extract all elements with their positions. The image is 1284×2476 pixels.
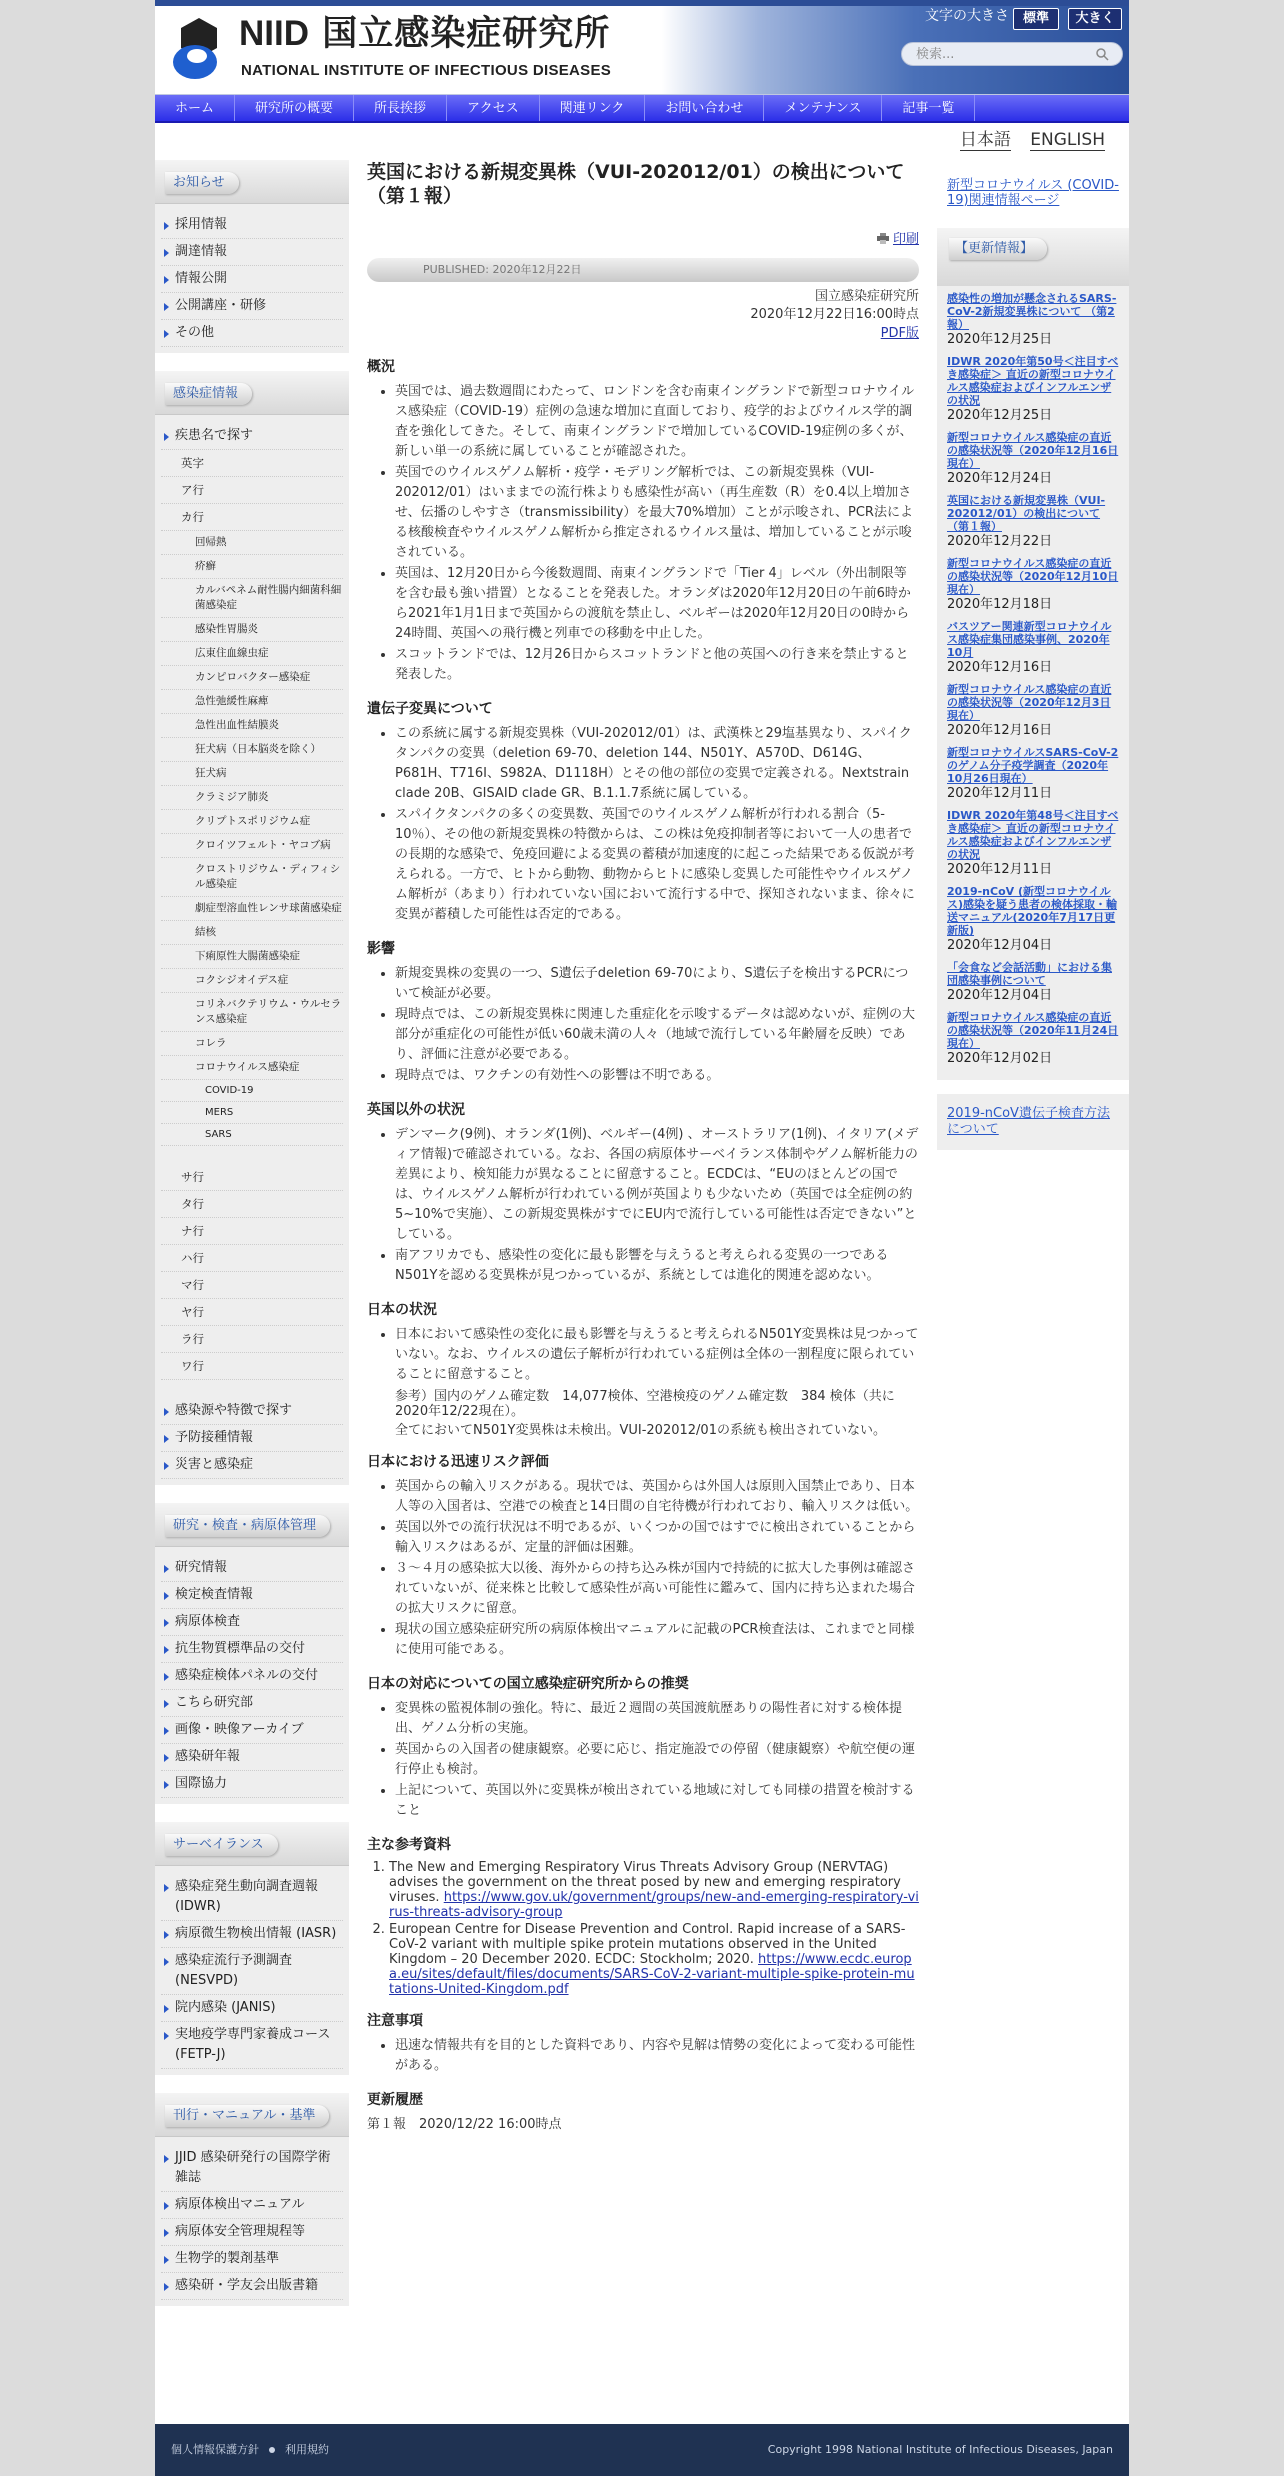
section-bullet: • 新規変異株の変異の一つ、S遺伝子deletion 69-70により、S遺伝子を検出するPCRについて検証が必要。 [395,964,919,1004]
references-list [367,1860,919,1997]
font-standard-button[interactable]: 標準 [1013,8,1059,30]
sidebar-item[interactable]: 検定検査情報 [161,1582,343,1609]
publication-title: 刊行・マニュアル・基準 [165,2105,329,2127]
section-bullet: • スパイクタンパクの多くの変異数、英国でのウイルスゲノム解析が行われる割合（5-10％）、その他の新規変異株の特徴からは、この株は免疫抑制者等において一人の患者での長期的な感染で、免疫回避による変異の蓄積が加速度的に起こった結果である仮説が考えられる。一方で、ヒトから動物、動物からヒトに感染し変異した可能性やウイルスゲノム解析が（あまり）行われていない国において流行する中で、探知されないまま、徐々に変異が蓄積した可能性は否定的である。 [395,805,919,925]
updates-box [937,228,1129,1080]
publication-box [155,2093,349,2306]
sidebar-item[interactable]: 生物学的製剤基準 [161,2246,343,2273]
references-heading: 主な参考資料 [367,1837,451,1853]
spacer [161,1380,343,1398]
section-bullet: • 上記について、英国以外に変異株が検出されている地域に対しても同様の措置を検討すること [395,1781,919,1821]
spacer [161,1146,343,1164]
search-icon[interactable] [1095,47,1109,61]
disease-item[interactable]: コリネバクテリウム・ウルセランス感染症 [161,993,343,1032]
research-box [155,1503,349,1804]
disease-item[interactable]: カンピロバクター感染症 [161,666,343,690]
update-date: 2020年12月18日 [947,597,1053,612]
disease-item[interactable]: コクシジオイデス症 [161,969,343,993]
page [155,0,1129,2476]
notice-box [155,160,349,353]
sidebar-item[interactable]: 院内感染 (JANIS) [161,1995,343,2022]
update-link[interactable]: 新型コロナウイルス感染症の直近の感染状況等（2020年12月10日現在） [947,557,1119,596]
update-item [937,551,1129,614]
search-input[interactable]: 検索... [901,42,1123,66]
sidebar-item[interactable]: 情報公開 [161,266,343,293]
update-date: 2020年12月16日 [947,723,1053,738]
update-date: 2020年12月04日 [947,988,1053,1003]
sidebar-sub-item[interactable]: ア行 [161,477,343,504]
section-list [367,724,919,925]
update-link[interactable]: 新型コロナウイルスSARS-CoV-2のゲノム分子疫学調査（2020年10月26日現在） [947,746,1119,785]
disease-item[interactable]: 回帰熱 [161,531,343,555]
update-link[interactable]: 新型コロナウイルス感染症の直近の感染状況等（2020年12月16日現在） [947,431,1119,470]
terms-link[interactable]: 利用規約 [285,2443,329,2456]
section-bullet: • 英国からの輸入リスクがある。現状では、英国からは外国人は原則入国禁止であり、日本人等の入国者は、空港での検査と14日間の自宅待機が行われており、輸入リスクは低い。 [395,1477,919,1517]
disease-item[interactable]: 急性出血性結膜炎 [161,714,343,738]
sidebar-item[interactable]: 感染症発生動向調査週報 (IDWR) [161,1874,343,1921]
section-bullet: • 英国以外での流行状況は不明であるが、いくつかの国ではすでに検出されていることから輸入リスクはあるが、定量的評価は困難。 [395,1518,919,1558]
gene-test-link[interactable]: 2019-nCoV遺伝子検査方法について [937,1094,1129,1150]
sidebar-item[interactable]: 採用情報 [161,212,343,239]
sidebar-item[interactable]: 病原体検査 [161,1609,343,1636]
sidebar-item[interactable]: 病原体安全管理規程等 [161,2219,343,2246]
section-bullet: • 変異株の監視体制の強化。特に、最近２週間の英国渡航歴ありの陽性者に対する検体提出、ゲノム分析の実施。 [395,1699,919,1739]
infection-title: 感染症情報 [165,383,252,405]
sidebar-sub-item[interactable]: ワ行 [161,1353,343,1380]
sidebar-item[interactable]: JJID 感染研発行の国際学術雑誌 [161,2145,343,2192]
history-text: 第１報 2020/12/22 16:00時点 [367,2117,562,2132]
updates-list [937,286,1129,1068]
update-date: 2020年12月22日 [947,534,1053,549]
nav-home[interactable]: ホーム [155,95,235,121]
sidebar-sub-item[interactable]: ヤ行 [161,1299,343,1326]
disease-item[interactable]: 結核 [161,921,343,945]
sidebar-item[interactable]: 研究情報 [161,1555,343,1582]
disease-item[interactable]: クリプトスポリジウム症 [161,810,343,834]
update-link[interactable]: 感染性の増加が懸念されるSARS-CoV-2新規変異株について （第2報） [947,292,1117,331]
sidebar-item[interactable]: こちら研究部 [161,1690,343,1717]
update-link[interactable]: 英国における新規変異株（VUI-202012/01）の検出について （第１報） [947,494,1106,533]
privacy-link[interactable]: 個人情報保護方針 [171,2443,259,2456]
sidebar-sub-item[interactable]: 英字 [161,450,343,477]
section-note: 全てにおいてN501Y変異株は未検出。VUI-202012/01の系統も検出されていない。 [395,1423,886,1438]
update-date: 2020年12月11日 [947,862,1053,877]
lang-en-link[interactable]: ENGLISH [1030,130,1105,150]
sidebar-item[interactable]: 感染研・学友会出版書籍 [161,2273,343,2300]
sidebar-item[interactable]: 抗生物質標準品の交付 [161,1636,343,1663]
updates-title: 【更新情報】 [949,238,1047,260]
section-heading: 英国以外の状況 [367,1102,465,1118]
disease-item[interactable]: 急性弛緩性麻痺 [161,690,343,714]
history-heading: 更新履歴 [367,2092,423,2108]
nav-articles[interactable]: 記事一覧 [882,95,975,121]
logo-jp: NIID 国立感染症研究所 [239,14,611,54]
section-list [367,964,919,1086]
section-bullet: • この系統に属する新規変異株（VUI-202012/01）は、武漢株と29塩基異なり、スパイクタンパクの変異（deletion 69-70、deletion 144、N501Y、A570D、D614G、P681H、T716I、S982A、D1118H）とその他の部位の変異で定義される。Nextstrain clade 20B、GISAID clade GR、B.1.1.7系統に属している。 [395,724,919,804]
sidebar-item[interactable]: 災害と感染症 [161,1452,343,1479]
update-item [937,879,1129,955]
update-item [937,677,1129,740]
right-sidebar [937,160,1129,1150]
section-heading: 日本における迅速リスク評価 [367,1454,549,1470]
update-date: 2020年12月25日 [947,408,1053,423]
section-list [367,1699,919,1821]
update-item [937,425,1129,488]
section-list [367,1125,919,1286]
infection-box [155,371,349,1485]
separator-dot-icon [269,2447,275,2453]
sidebar-sub-item[interactable]: カ行 [161,504,343,531]
published-bar: PUBLISHED: 2020年12月22日 [367,258,919,282]
sidebar-item[interactable]: 感染症検体パネルの交付 [161,1663,343,1690]
disease-item[interactable]: 劇症型溶血性レンサ球菌感染症 [161,897,343,921]
surveillance-box [155,1822,349,2075]
printer-icon [877,233,889,244]
sidebar-item[interactable]: 病原体検出マニュアル [161,2192,343,2219]
language-switch [946,128,1105,154]
corona-item[interactable]: COVID-19 [161,1080,343,1102]
disease-item[interactable]: 疥癬 [161,555,343,579]
section-list [367,1325,919,1385]
section-list [367,382,919,685]
sidebar-item[interactable]: 国際協力 [161,1771,343,1798]
sidebar-item[interactable]: 画像・映像アーカイブ [161,1717,343,1744]
sidebar-item[interactable]: 病原微生物検出情報 (IASR) [161,1921,343,1948]
disease-item[interactable]: 狂犬病 [161,762,343,786]
sidebar-sub-item[interactable]: ナ行 [161,1218,343,1245]
sidebar-item[interactable]: その他 [161,320,343,347]
corona-item[interactable]: MERS [161,1102,343,1124]
update-item [937,614,1129,677]
timestamp: 2020年12月22日16:00時点 [750,306,919,322]
reference-item: 1. The New and Emerging Respiratory Virus Threats Advisory Group (NERVTAG) advises the government on the threat posed by new and emerging respiratory viruses. https://www.gov.uk/government/groups/new-and-emerging-respiratory-virus-threats-advisory-group [389,1860,919,1920]
update-item [937,1005,1129,1068]
article [367,160,919,2135]
page-title: 英国における新規変異株（VUI-202012/01）の検出について （第１報） [367,161,905,207]
sidebar-item[interactable]: 公開講座・研修 [161,293,343,320]
main-nav [155,95,1129,123]
sidebar-item-disease-search[interactable]: 疾患名で探す [161,423,343,450]
update-link[interactable]: 2019-nCoV (新型コロナウイルス)感染を疑う患者の検体採取・輸送マニュアル(2020年7月17日更新版) [947,885,1118,937]
header [155,0,1129,95]
article-body [367,357,919,1821]
update-item [937,955,1129,1005]
nav-maintenance[interactable]: メンテナンス [764,95,882,121]
section-bullet: • 日本において感染性の変化に最も影響を与えうると考えられるN501Y変異株は見つかっていない。なお、ウイルスの遺伝子解析が行われている症例は全体の一割程度に限られていることに留意すること。 [395,1325,919,1385]
section-list [367,1477,919,1660]
section-bullet: • 英国は、12月20日から今後数週間、南東イングランドで「Tier 4」レベル（外出制限等を含む最も強い措置）となることを発表した。オランダは2020年12月20日の午前6時から2021年1月1日まで英国からの渡航を禁止し、ベルギーは2020年12月20日の0時から24時間、英国への飛行機と列車での移動を中止した。 [395,564,919,644]
sidebar-sub-item[interactable]: ラ行 [161,1326,343,1353]
update-link[interactable]: 新型コロナウイルス感染症の直近の感染状況等（2020年11月24日現在） [947,1011,1119,1050]
sidebar-item[interactable]: 感染研年報 [161,1744,343,1771]
update-link[interactable]: 新型コロナウイルス感染症の直近の感染状況等（2020年12月3日現在） [947,683,1112,722]
research-title: 研究・検査・病原体管理 [165,1515,330,1537]
disease-item[interactable]: 感染性胃腸炎 [161,618,343,642]
reference-item: 2. European Centre for Disease Prevention and Control. Rapid increase of a SARS-CoV-2 variant with multiple spike protein mutations observed in the United Kingdom – 20 December 2020. ECDC: Stockholm; 2020. https://www.ecdc.europa.eu/sites/default/files/documents/SARS-CoV-2-variant-multiple-spike-protein-mutations-United-Kingdom.pdf [389,1922,919,1997]
disease-item[interactable]: 下痢原性大腸菌感染症 [161,945,343,969]
update-item [937,488,1129,551]
sidebar-item[interactable]: 実地疫学専門家養成コース (FETP-J) [161,2022,343,2069]
section-heading: 日本の対応についての国立感染症研究所からの推奨 [367,1676,689,1692]
update-item [937,349,1129,425]
nav-greeting[interactable]: 所長挨拶 [354,95,447,121]
left-sidebar [155,160,349,2324]
sidebar-item[interactable]: 予防接種情報 [161,1425,343,1452]
section-bullet: • ３～４月の感染拡大以後、海外からの持ち込み株が国内で持続的に拡大した事例は確認されていないが、従来株と比較して感染性が高い可能性に鑑みて、国内に持ち込まれた場合の拡大リスクに留意。 [395,1559,919,1619]
section-bullet: • 現状の国立感染症研究所の病原体検出マニュアルに記載のPCR検査法は、これまでと同様に使用可能である。 [395,1620,919,1660]
update-date: 2020年12月04日 [947,938,1053,953]
print-link[interactable] [367,230,919,250]
copyright: Copyright 1998 National Institute of Infectious Diseases, Japan [767,2443,1113,2456]
sidebar-sub-item[interactable]: サ行 [161,1164,343,1191]
update-date: 2020年12月25日 [947,332,1053,347]
update-item [937,286,1129,349]
sidebar-item[interactable]: 感染源や特徴で探す [161,1398,343,1425]
disease-item[interactable]: コロナウイルス感染症 [161,1056,343,1080]
update-item [937,803,1129,879]
section-bullet: • デンマーク(9例)、オランダ(1例)、ベルギー(4例) 、オーストラリア(1例)、イタリア(メディア情報)で確認されている。なお、各国の病原体サーベイランス体制やゲノム解析能力の差異により、検知能力が異なることに留意すること。ECDCは、“EUのほとんどの国では、ウイルスゲノム解析が行われている例が英国よりも少ないため（英国では全症例の約5~10%で実施）、この新規変異株がすでにEU内で流行している可能性は否定できない”としている。 [395,1125,919,1245]
section-bullet: • 現時点では、ワクチンの有効性への影響は不明である。 [395,1066,919,1086]
disease-item[interactable]: 広東住血線虫症 [161,642,343,666]
footer [155,2424,1129,2476]
section-heading: 日本の状況 [367,1302,437,1318]
sidebar-item[interactable]: 調達情報 [161,239,343,266]
font-large-button[interactable]: 大きく [1068,8,1122,30]
update-date: 2020年12月16日 [947,660,1053,675]
section-bullet: • 南アフリカでも、感染性の変化に最も影響を与えうると考えられる変異の一つであるN501Yを認める変異株が見つかっているが、系統としては進化的関連を認めない。 [395,1246,919,1286]
corona-item[interactable]: SARS [161,1124,343,1146]
section-bullet: • スコットランドでは、12月26日からスコットランドと他の英国への行き来を禁止すると発表した。 [395,645,919,685]
surveillance-title: サーベイランス [165,1834,278,1856]
caution-heading: 注意事項 [367,2013,423,2029]
reference-link[interactable]: https://www.ecdc.europa.eu/sites/default/files/documents/SARS-CoV-2-variant-multiple-spike-protein-mutations-United-Kingdom.pdf [389,1952,915,1997]
section-bullet: • 現時点では、この新規変異株に関連した重症化を示唆するデータは認めないが、症例の大部分が重症化の可能性が低い60歳未満の人々（地域で流行している年齢層を反映）であり、評価に注意が必要である。 [395,1005,919,1065]
pdf-link[interactable]: PDF版 [880,325,919,341]
section-heading: 影響 [367,941,395,957]
update-link[interactable]: 「会食など会話活動」における集団感染事例について [947,961,1112,987]
sidebar-sub-item[interactable]: ハ行 [161,1245,343,1272]
section-heading: 遺伝子変異について [367,701,493,717]
disease-item[interactable]: クロイツフェルト・ヤコブ病 [161,834,343,858]
logo-en: NATIONAL INSTITUTE OF INFECTIOUS DISEASES [241,62,612,79]
caution-item: • 迅速な情報共有を目的とした資料であり、内容や見解は情勢の変化によって変わる可能性がある。 [395,2036,919,2076]
nav-about[interactable]: 研究所の概要 [235,95,354,121]
disease-item[interactable]: 狂犬病（日本脳炎を除く） [161,738,343,762]
notice-title: お知らせ [165,172,239,194]
update-item [937,740,1129,803]
update-link[interactable]: IDWR 2020年第50号＜注目すべき感染症＞ 直近の新型コロナウイルス感染症およびインフルエンザの状況 [947,355,1119,407]
section-note: 参考）国内のゲノム確定数 14,077検体、空港検疫のゲノム確定数 384 検体（共に2020年12/22現在）。 [395,1389,895,1419]
covid-info-link[interactable]: 新型コロナウイルス (COVID-19)関連情報ページ [937,160,1129,222]
section-bullet: • 英国でのウイルスゲノム解析・疫学・モデリング解析では、この新規変異株（VUI-202012/01）はいままでの流行株よりも感染性が高い（再生産数（R）を0.4以上増加させ、伝播のしやすさ（transmissibility）を最大70%増加）ことが示唆され、PCR法による核酸検査やウイルスゲノム解析から推定されるウイルス量は、増加していることが示唆されている。 [395,463,919,563]
update-date: 2020年12月24日 [947,471,1053,486]
update-link[interactable]: バスツアー関連新型コロナウイルス感染症集団感染事例、2020年10月 [947,620,1112,659]
org-name: 国立感染症研究所 [814,288,919,304]
nav-contact[interactable]: お問い合わせ [645,95,764,121]
reference-link[interactable]: https://www.gov.uk/government/groups/new-and-emerging-respiratory-virus-threats-advisory-group [389,1890,919,1920]
section-bullet: • 英国では、過去数週間にわたって、ロンドンを含む南東イングランドで新型コロナウイルス感染症（COVID-19）症例の急速な増加に直面しており、疫学的およびウイルス学的調査を強化してきた。そして、南東イングランドで増加しているCOVID-19症例の多くが、新しい単一の系統に属していることが確認された。 [395,382,919,462]
print-label[interactable]: 印刷 [892,232,919,247]
update-date: 2020年12月02日 [947,1051,1053,1066]
lang-ja-link[interactable]: 日本語 [959,130,1011,150]
update-date: 2020年12月11日 [947,786,1053,801]
disease-item[interactable]: クラミジア肺炎 [161,786,343,810]
caution-list [367,2036,919,2076]
nav-access[interactable]: アクセス [447,95,540,121]
section-heading: 概況 [367,359,395,375]
font-size-label: 文字の大きさ [925,8,1009,24]
sidebar-item[interactable]: 感染症流行予測調査 (NESVPD) [161,1948,343,1995]
nav-links[interactable]: 関連リンク [540,95,646,121]
disease-item[interactable]: カルバペネム耐性腸内細菌科細菌感染症 [161,579,343,618]
section-bullet: • 英国からの入国者の健康観察。必要に応じ、指定施設での停留（健康観察）や航空便の運行停止も検討。 [395,1740,919,1780]
niid-logo-icon [169,16,231,82]
sidebar-sub-item[interactable]: タ行 [161,1191,343,1218]
update-link[interactable]: IDWR 2020年第48号＜注目すべき感染症＞ 直近の新型コロナウイルス感染症およびインフルエンザの状況 [947,809,1119,861]
sidebar-sub-item[interactable]: マ行 [161,1272,343,1299]
disease-item[interactable]: コレラ [161,1032,343,1056]
disease-item[interactable]: クロストリジウム・ディフィシル感染症 [161,858,343,897]
